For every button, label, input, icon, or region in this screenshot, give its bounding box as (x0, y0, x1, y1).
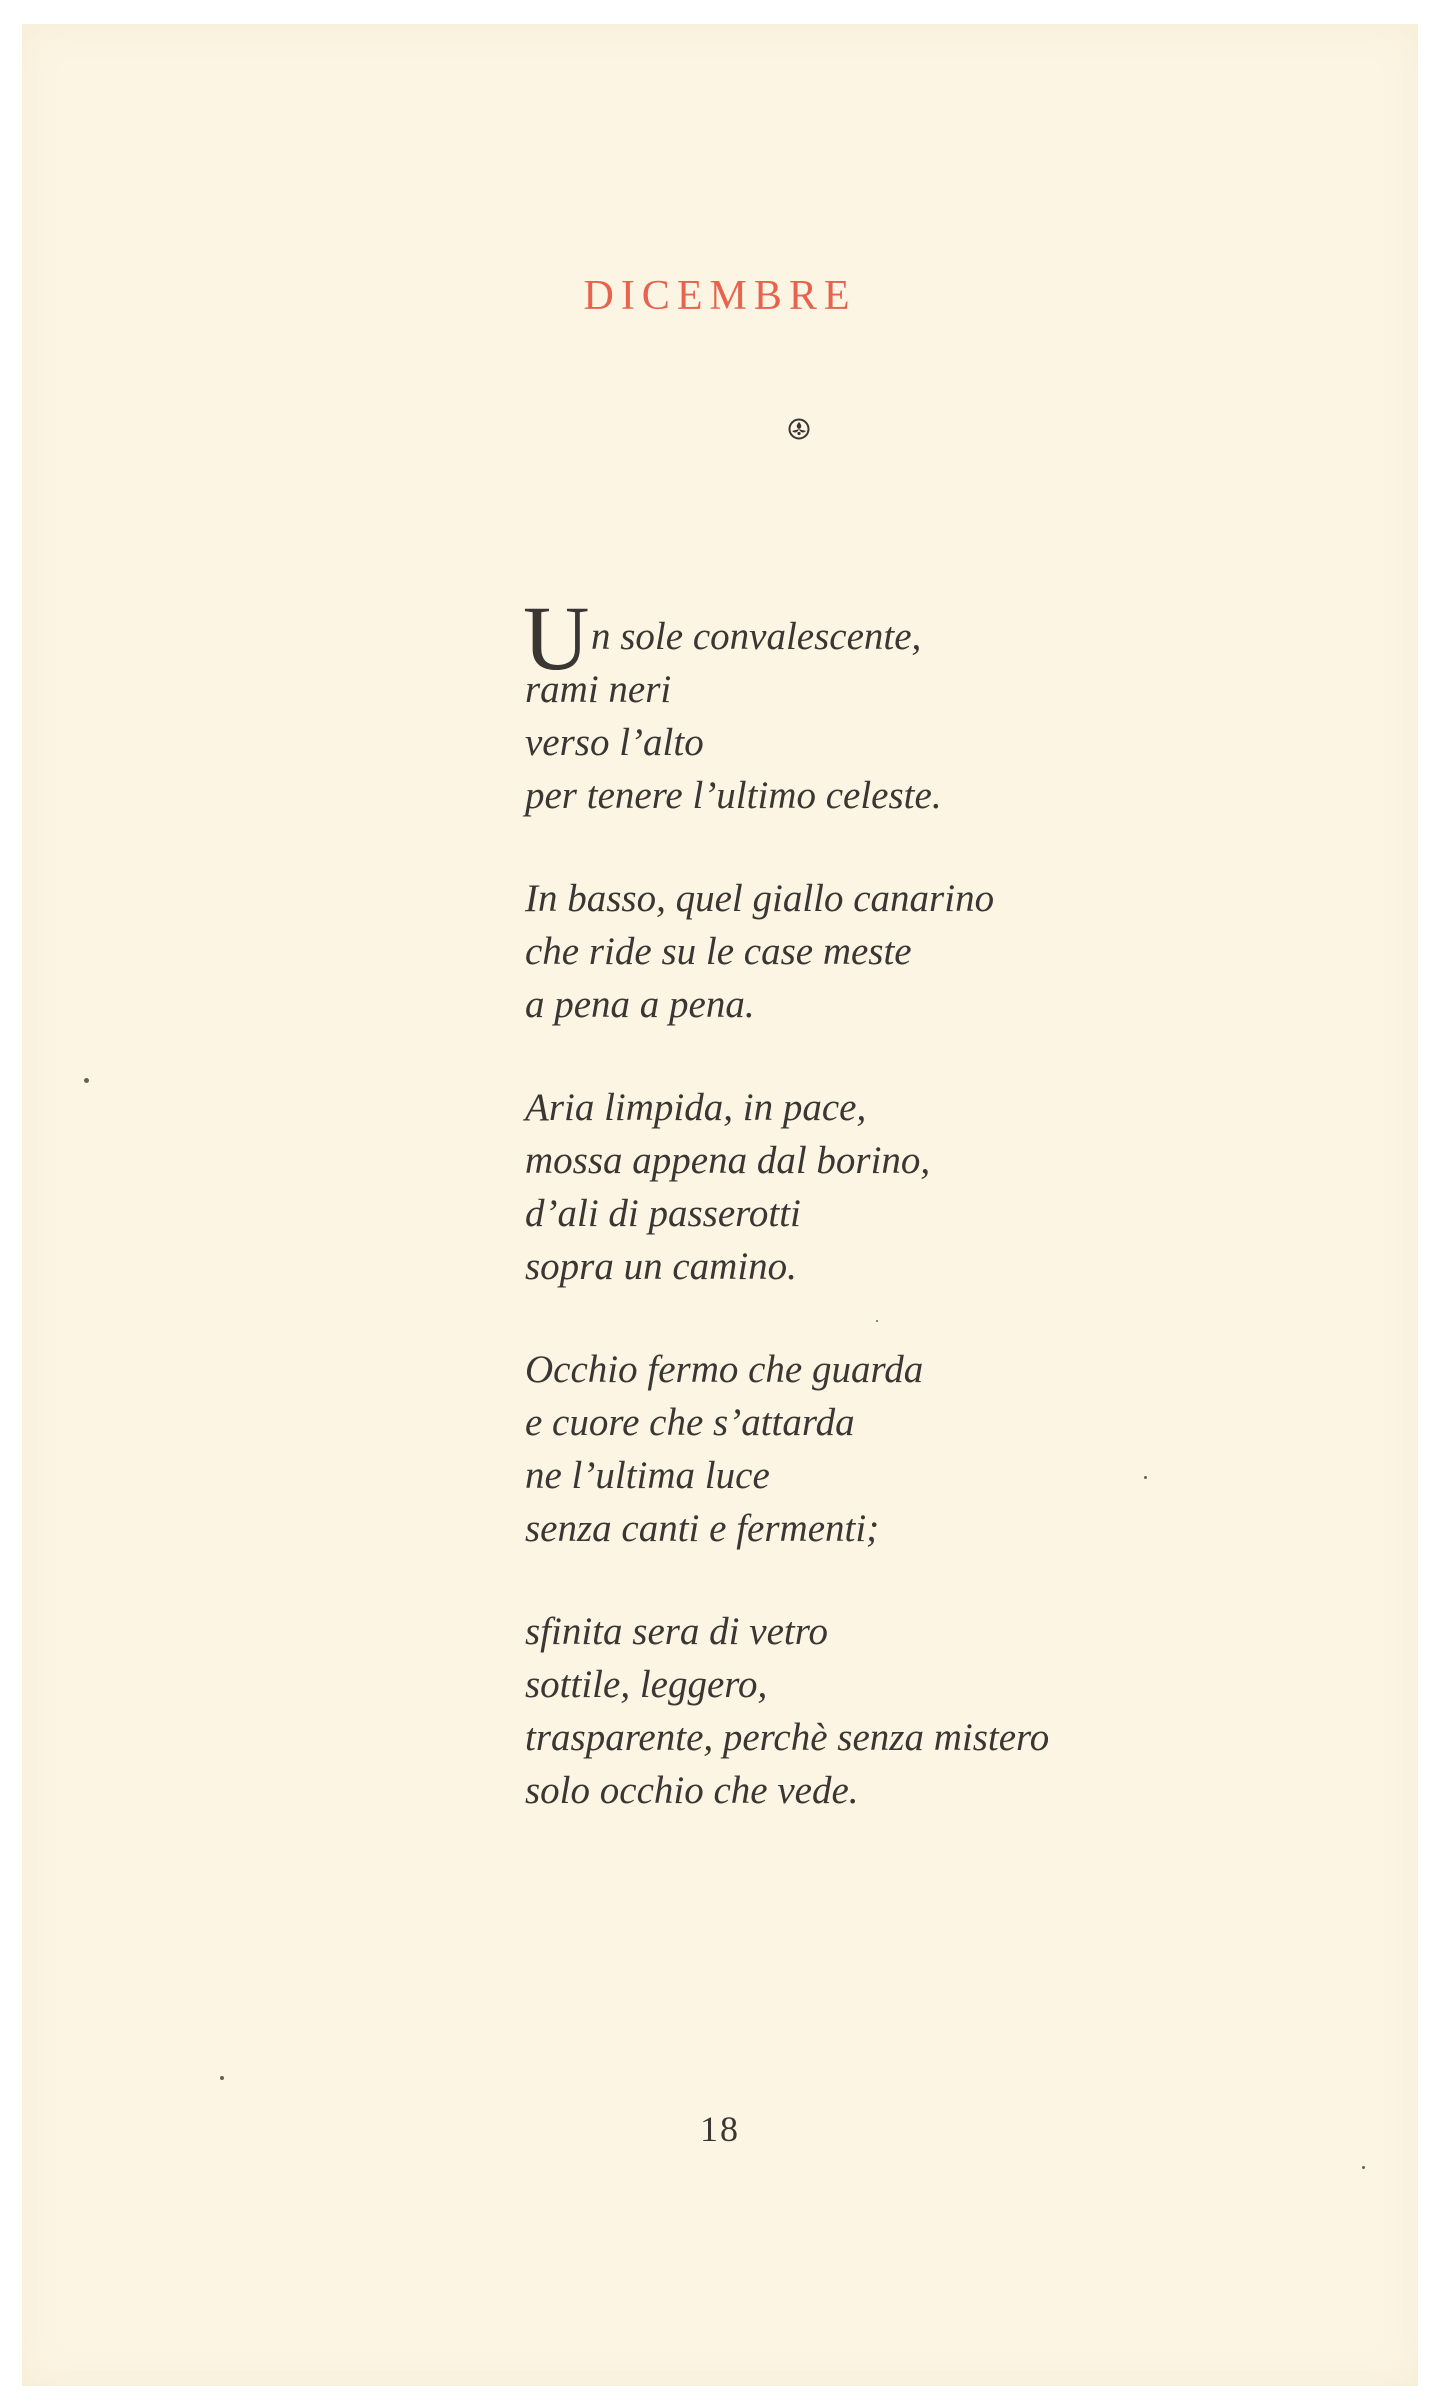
poem-line: rami neri (525, 668, 672, 711)
poem-line: a pena a pena. (525, 983, 755, 1026)
stanza (525, 872, 1405, 1031)
poem-line: trasparente, perchè senza mistero (525, 1716, 1050, 1759)
poem-line: Occhio fermo che guarda (525, 1348, 924, 1391)
stanza (525, 1081, 1405, 1293)
book-page (22, 24, 1418, 2386)
paper-speck (220, 2076, 224, 2080)
poem-line: sottile, leggero, (525, 1663, 768, 1706)
paper-speck (1144, 1476, 1147, 1479)
poem-line: sopra un camino. (525, 1245, 797, 1288)
poem-line: solo occhio che vede. (525, 1769, 859, 1812)
poem-line: d’ali di passerotti (525, 1192, 801, 1235)
stanza (523, 587, 1405, 822)
poem-line: senza canti e fermenti; (525, 1507, 880, 1550)
poem-line: sfinita sera di vetro (525, 1610, 828, 1653)
poem-title: DICEMBRE (583, 273, 857, 319)
page-number: 18 (700, 2109, 740, 2149)
poem-line: Aria limpida, in pace, (525, 1086, 867, 1129)
poem-line: per tenere l’ultimo celeste. (525, 774, 942, 817)
floral-ornament-icon (788, 418, 810, 440)
poem-line: ne l’ultima luce (525, 1454, 770, 1497)
first-line-text: n sole convalescente, (591, 615, 922, 658)
stanza (525, 1605, 1405, 1817)
stanza (525, 1343, 1405, 1555)
poem-line: che ride su le case meste (525, 930, 912, 973)
paper-speck (84, 1078, 89, 1083)
poem-body (523, 587, 1405, 1867)
paper-speck (876, 1320, 878, 1322)
paper-speck (1362, 2166, 1365, 2169)
poem-line (523, 587, 1405, 689)
poem-line: In basso, quel giallo canarino (525, 877, 995, 920)
drop-cap: U (523, 587, 590, 689)
poem-line: verso l’alto (525, 721, 704, 764)
poem-line: mossa appena dal borino, (525, 1139, 931, 1182)
poem-line: e cuore che s’attarda (525, 1401, 855, 1444)
